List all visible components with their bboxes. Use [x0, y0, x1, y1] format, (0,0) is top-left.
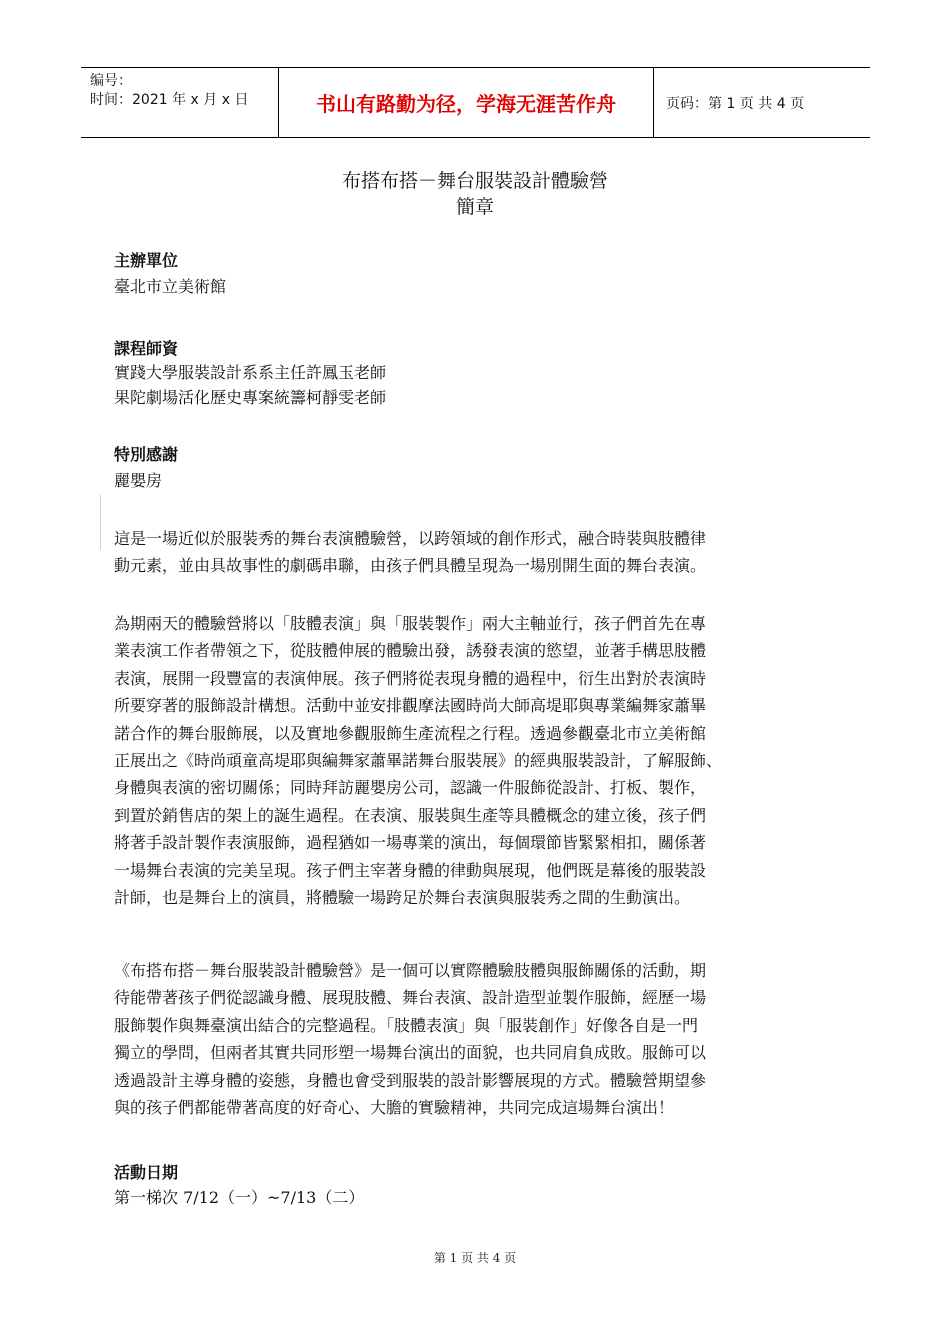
text-line: 計師，也是舞台上的演員，將體驗一場跨足於舞台表演與服裝秀之間的生動演出。: [114, 888, 691, 908]
text-line: 獨立的學問，但兩者其實共同形塑一場舞台演出的面貌，也共同肩負成敗。服飾可以: [114, 1043, 707, 1063]
instructors-heading: 課程師資: [114, 339, 179, 358]
document-title: 布搭布搭－舞台服裝設計體驗營: [341, 170, 608, 192]
text-line: 為期兩天的體驗營將以「肢體表演」與「服裝製作」兩大主軸並行，孩子們首先在專: [114, 614, 707, 633]
header-meta: [81, 68, 279, 137]
page-footer: 第 1 页 共 4 页: [433, 1251, 517, 1265]
organizer-value: 臺北市立美術館: [114, 277, 227, 296]
text-line: 動元素，並由具故事性的劇碼串聯，由孩子們具體呈現為一場別開生面的舞台表演。: [114, 556, 707, 576]
header-time: 时间：2021 年 x 月 x 日: [90, 92, 249, 108]
text-line: 與的孩子們都能帶著高度的好奇心、大膽的實驗精神，共同完成這場舞台演出！: [114, 1098, 675, 1118]
text-line: 一場舞台表演的完美呈現。孩子們主宰著身體的律動與展現，他們既是幕後的服裝設: [114, 860, 707, 880]
text-line: 業表演工作者帶領之下，從肢體伸展的體驗出發，誘發表演的慾望，並著手構思肢體: [114, 641, 707, 661]
text-line: 所要穿著的服飾設計構想。活動中並安排觀摩法國時尚大師高堤耶與專業編舞家蕭畢: [114, 696, 707, 716]
text-line: 待能帶著孩子們從認識身體、展現肢體、舞台表演、設計造型並製作服飾，經歷一場: [114, 988, 707, 1008]
page-header: [81, 67, 870, 138]
dates-heading: 活動日期: [114, 1163, 179, 1182]
instructor-item: 果陀劇場活化歷史專案統籌柯靜雯老師: [114, 388, 387, 407]
header-page-number: 页码：第 1 页 共 4 页: [666, 95, 805, 112]
text-line: 透過設計主導身體的姿態，身體也會受到服裝的設計影響展現的方式。體驗營期望參: [114, 1070, 707, 1090]
paragraph-program: [114, 610, 836, 911]
thanks-heading: 特別感謝: [114, 445, 179, 464]
thanks-value: 麗嬰房: [114, 471, 163, 490]
text-line: 正展出之《時尚頑童高堤耶與編舞家蕭畢諾舞台服裝展》的經典服裝設計，了解服飾、: [114, 751, 723, 771]
text-cursor: [100, 495, 101, 550]
text-line: 身體與表演的密切關係；同時拜訪麗嬰房公司，認識一件服飾從設計、打板、製作，: [114, 778, 707, 798]
text-line: 《布搭布搭－舞台服裝設計體驗營》是一個可以實際體驗肢體與服飾關係的活動，期: [114, 961, 707, 980]
text-line: 到置於銷售店的架上的誕生過程。在表演、服裝與生產等具體概念的建立後，孩子們: [114, 805, 707, 825]
header-number: 编号：: [90, 73, 132, 89]
paragraph-goal: [114, 957, 836, 1121]
organizer-heading: 主辦單位: [114, 251, 179, 270]
text-line: 這是一場近似於服裝秀的舞台表演體驗營，以跨領域的創作形式，融合時裝與肢體律: [114, 529, 707, 548]
document-subtitle: 簡章: [455, 196, 494, 218]
text-line: 將著手設計製作表演服飾，過程猶如一場專業的演出，每個環節皆緊緊相扣，關係著: [114, 833, 707, 853]
paragraph-intro: [114, 525, 836, 580]
dates-value: 第一梯次 7/12（一）~7/13（二）: [114, 1188, 365, 1207]
instructor-item: 實踐大學服裝設計系系主任許鳳玉老師: [114, 363, 387, 382]
header-slogan: 书山有路勤为径，学海无涯苦作舟: [279, 68, 654, 137]
text-line: 表演，展開一段豐富的表演伸展。孩子們將從表現身體的過程中，衍生出對於表演時: [114, 668, 707, 688]
text-line: 諾合作的舞台服飾展，以及實地參觀服飾生產流程之行程。透過參觀臺北市立美術館: [114, 723, 707, 743]
text-line: 服飾製作與舞臺演出結合的完整過程。「肢體表演」與「服裝創作」好像各自是一門: [114, 1015, 699, 1035]
